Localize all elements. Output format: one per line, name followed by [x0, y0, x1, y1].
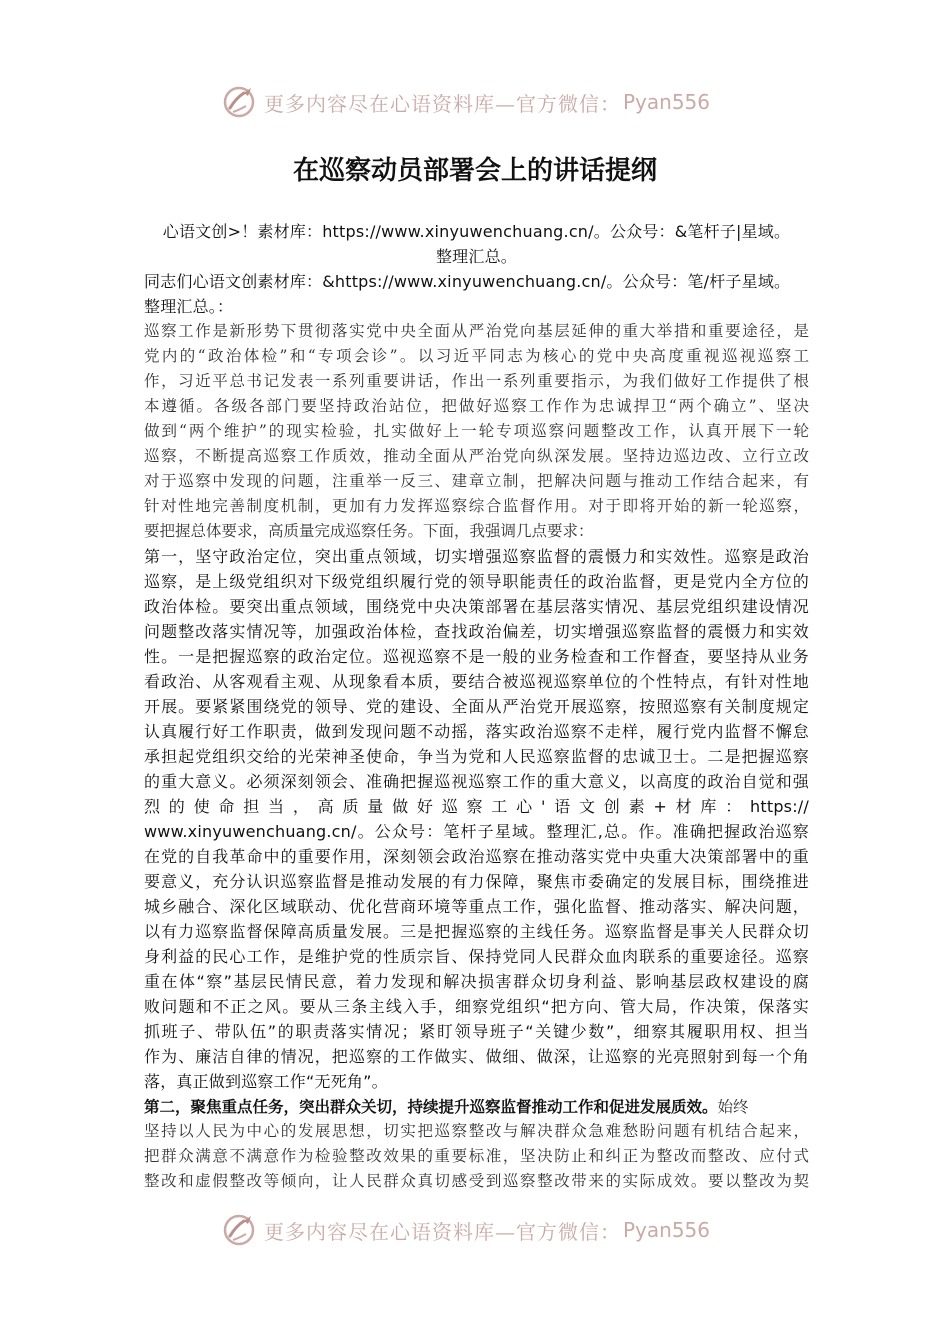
- text-line: 身利益的民心工作，是维护党的性质宗旨、保持党同人民群众血肉联系的重要途径。巡察: [144, 947, 809, 966]
- text-line: 巡察工作是新形势下贯彻落实党中央全面从严治党向基层延伸的重大举措和重要途径，是: [144, 322, 809, 340]
- banner-text: 更多内容尽在心语资料库—官方微信：: [264, 1219, 621, 1244]
- text-line: 认真履行好工作职责，做到发现问题不动摇，落实政治巡察不走样，履行党内监督不懈怠: [144, 722, 809, 741]
- text-line: 烈的使命担当，高质量做好巡察工心'语文创素+材库：https://: [144, 797, 809, 816]
- text-line: 作，习近平总书记发表一系列重要讲话，作出一系列重要指示，为我们做好工作提供了根: [144, 372, 809, 390]
- text-line: 巡察，是上级党组织对下级党组织履行党的领导职能责任的政治监督，更是党内全方位的: [144, 572, 809, 591]
- text-line: 坚持以人民为中心的发展思想，切实把巡察整改与解决群众急难愁盼问题有机结合起来，: [144, 1122, 809, 1140]
- wechat-id: Pyan556: [623, 1218, 711, 1242]
- section-heading: 第二，聚焦重点任务，突出群众关切，持续提升巡察监督推动工作和促进发展质效。: [144, 1097, 718, 1116]
- wechat-id: Pyan556: [623, 90, 711, 114]
- text-line: 开展。要紧紧围绕党的领导、党的建设、全面从严治党开展巡察，按照巡察有关制度规定: [144, 697, 809, 716]
- text-line: 抓班子、带队伍”的职责落实情况；紧盯领导班子“关键少数”，细察其履职用权、担当: [144, 1022, 809, 1041]
- text-line: 在党的自我革命中的重要作用，深刻领会政治巡察在推动落实党中央重大决策部署中的重: [144, 847, 809, 866]
- text-line: 要意义，充分认识巡察监督是推动发展的有力保障，聚焦市委确定的发展目标，围绕推进: [144, 872, 809, 891]
- page-title: 在巡察动员部署会上的讲话提纲: [292, 156, 657, 186]
- text-line: 性。一是把握巡察的政治定位。巡视巡察不是一般的业务检查和工作督查，要坚持从业务: [144, 647, 809, 666]
- text-line: 落，真正做到巡察工作“无死角”。: [144, 1072, 388, 1091]
- text-line: 对于巡察中发现的问题，注重举一反三、建章立制，把解决问题与推动工作结合起来，有: [144, 472, 809, 490]
- text-line: 重在体“察”基层民情民意，着力发现和解决损害群众切身利益、影响基层政权建设的腐: [144, 972, 809, 991]
- text-line: 巡察，不断提高巡察工作质效，推动全面从严治党向纵深发展。坚持边巡边改、立行立改: [144, 447, 809, 465]
- watermark-banner-bottom: [222, 1208, 742, 1252]
- text-line: 作为、廉洁自律的情况，把巡察的工作做实、做细、做深，让巡察的光亮照射到每一个角: [144, 1047, 809, 1066]
- document-body: [144, 219, 809, 1194]
- text-line: 整改和虚假整改等倾向，让人民群众真切感受到巡察整改带来的实际成效。要以整改为契: [144, 1172, 809, 1190]
- text-line: 第一，坚守政治定位，突出重点领域，切实增强巡察监督的震慑力和实效性。巡察是政治: [144, 547, 809, 566]
- text-line: 党内的“政治体检”和“专项会诊”。以习近平同志为核心的党中央高度重视巡视巡察工: [144, 347, 809, 365]
- text-line: 做到“两个维护”的现实检验，扎实做好上一轮专项巡察问题整改工作，认真开展下一轮: [144, 422, 809, 440]
- text-line: 本遵循。各级各部门要坚持政治站位，把做好巡察工作作为忠诚捍卫“两个确立”、坚决: [144, 397, 809, 415]
- text-line: 整理汇总。: [435, 247, 517, 266]
- text-line: 看政治、从客观看主观、从现象看本质，要结合被巡视巡察单位的个性特点，有针对性地: [144, 672, 809, 691]
- watermark-banner-top: [222, 80, 742, 124]
- heading-line-rest: 始终: [717, 1098, 749, 1116]
- pen-logo-icon: [222, 1212, 258, 1248]
- text-line: 的重大意义。必须深刻领会、准确把握巡视巡察工作的重大意义，以高度的政治自觉和强: [144, 772, 809, 791]
- text-line: 败问题和不正之风。要从三条主线入手，细察党组织“把方向、管大局，作决策，保落实: [144, 997, 809, 1016]
- banner-text: 更多内容尽在心语资料库—官方微信：: [264, 91, 621, 116]
- text-line: 同志们心语文创素材库：&https://www.xinyuwenchuang.cn/。公众号：笔/杆子星域。: [144, 272, 791, 291]
- text-line: 把群众满意不满意作为检验整改效果的重要标准，坚决防止和纠正为整改而整改、应付式: [144, 1147, 809, 1165]
- text-line: 要把握总体要求，高质量完成巡察任务。下面，我强调几点要求：: [144, 522, 594, 540]
- section-heading-line: [144, 1094, 809, 1119]
- text-line: 城乡融合、深化区域联动、优化营商环境等重点工作，强化监督、推动落实、解决问题，: [144, 897, 809, 916]
- text-line: 以有力巡察监督保障高质量发展。三是把握巡察的主线任务。巡察监督是事关人民群众切: [144, 922, 809, 941]
- text-line: 政治体检。要突出重点领域，围绕党中央决策部署在基层落实情况、基层党组织建设情况: [144, 597, 809, 616]
- pen-logo-icon: [222, 84, 258, 120]
- text-line: 针对性地完善制度机制，更加有力发挥巡察综合监督作用。对于即将开始的新一轮巡察，: [144, 497, 809, 515]
- text-line: 问题整改落实情况等，加强政治体检，查找政治偏差，切实增强巡察监督的震慑力和实效: [144, 622, 809, 641]
- text-line: 承担起党组织交给的光荣神圣使命，争当为党和人民巡察监督的忠诚卫士。二是把握巡察: [144, 747, 809, 766]
- text-line: 整理汇总。：: [144, 297, 234, 316]
- text-line: 心语文创>！素材库：https://www.xinyuwenchuang.cn/。公众号：&笔杆子|星域。: [162, 222, 791, 241]
- text-line: www.xinyuwenchuang.cn/。公众号：笔杆子星域。整理汇,总。作。准确把握政治巡察: [144, 822, 809, 841]
